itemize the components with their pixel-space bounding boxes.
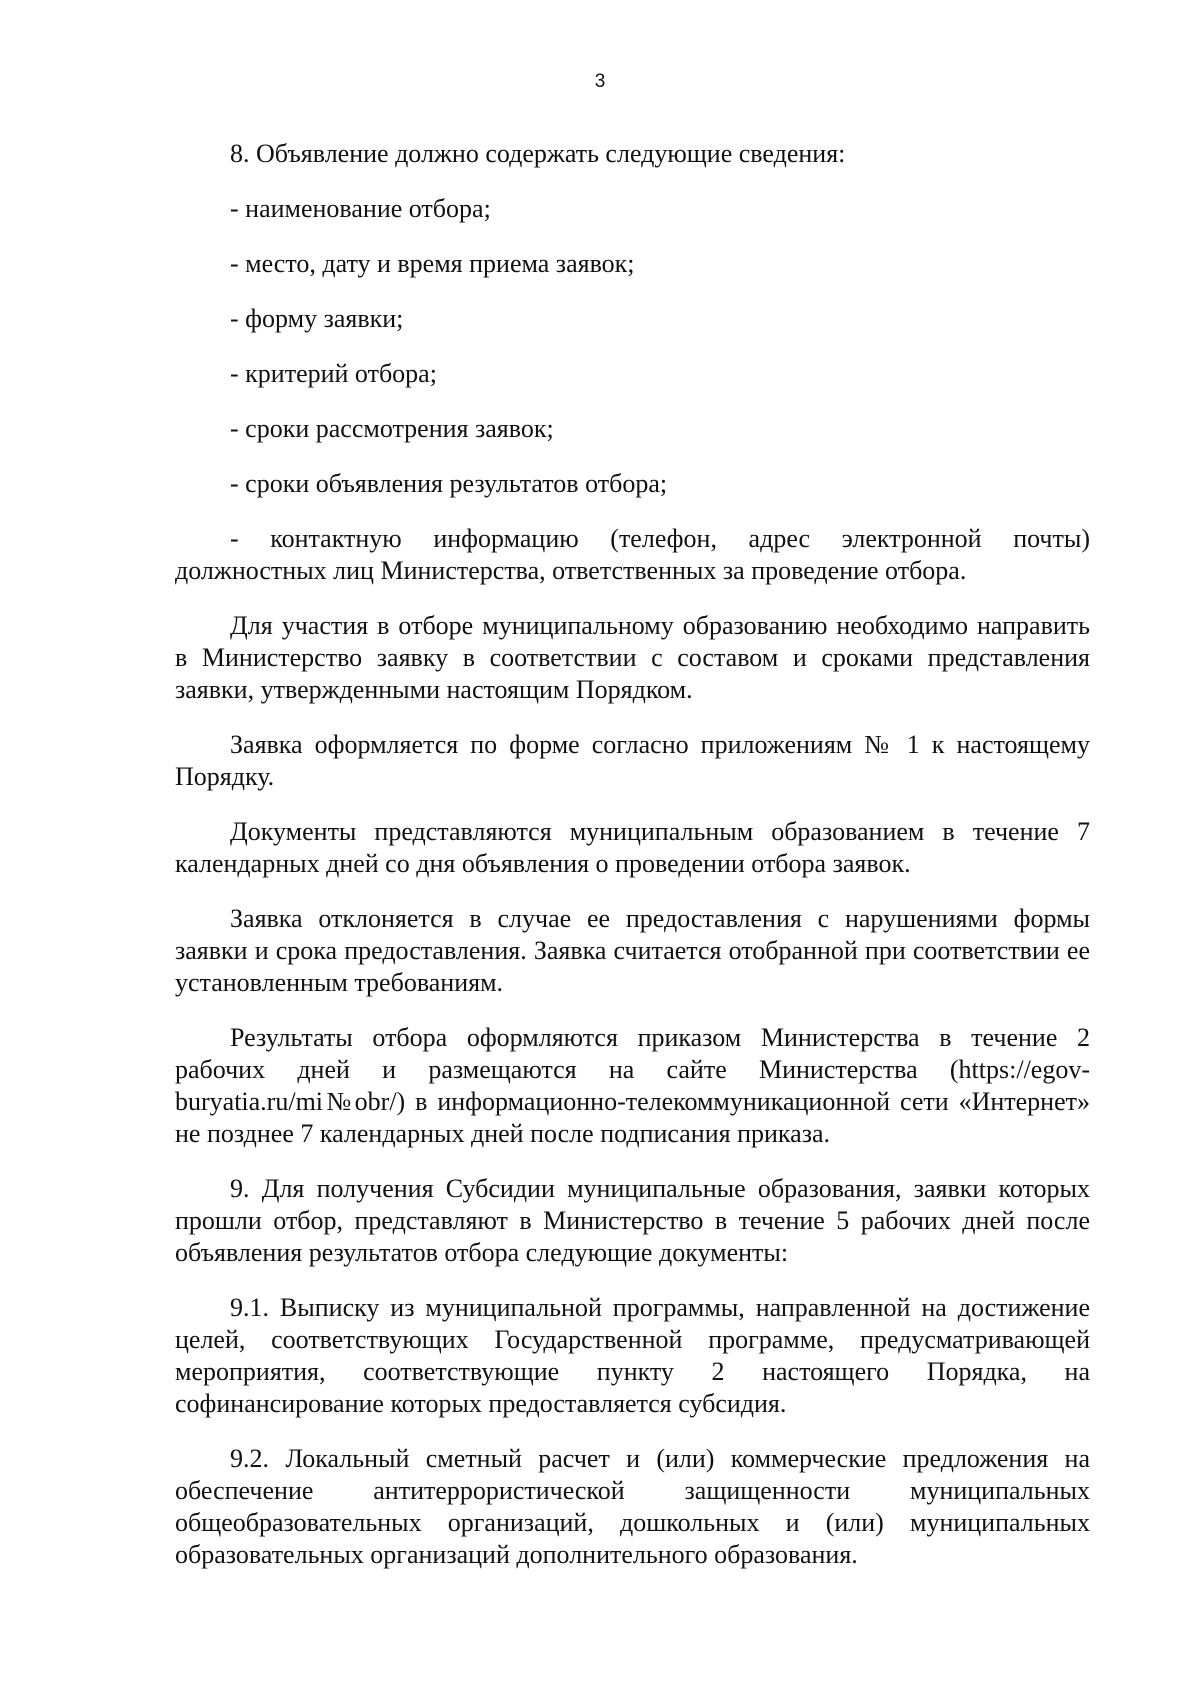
list-item-selection-criterion: - критерий отбора; bbox=[230, 359, 437, 388]
list-item-contact-info: - контактную информацию (телефон, адрес электронной почты) должностных лиц Министерства, ответственных за проведение отбора. bbox=[175, 524, 1090, 585]
list-item-selection-name: - наименование отбора; bbox=[230, 194, 491, 223]
paragraph-application-rejection: Заявка отклоняется в случае ее предоставления с нарушениями формы заявки и срока предоставления. Заявка считается отобранной при соответствии ее установленным требованиям. bbox=[175, 904, 1090, 997]
paragraph-section-9-2: 9.2. Локальный сметный расчет и (или) коммерческие предложения на обеспечение антитеррористической защищенности муниципальных общеобразовательных организаций, дошкольных и (или) муниципальных образовательных организаций дополнительного образования. bbox=[175, 1444, 1090, 1569]
paragraph-application-form: Заявка оформляется по форме согласно приложениям № 1 к настоящему Порядку. bbox=[175, 730, 1090, 791]
paragraph-documents-deadline: Документы представляются муниципальным образованием в течение 7 календарных дней со дня объявления о проведении отбора заявок. bbox=[175, 817, 1090, 878]
list-item-application-form: - форму заявки; bbox=[230, 304, 404, 333]
paragraph-section-9-1: 9.1. Выписку из муниципальной программы, направленной на достижение целей, соответствующих Государственной программе, предусматривающей мероприятия, соответствующие пункту 2 настоящего Порядка, на софинансирование которых предоставляется субсидия. bbox=[175, 1293, 1090, 1418]
list-item-place-date-time: - место, дату и время приема заявок; bbox=[230, 249, 635, 278]
paragraph-section-9: 9. Для получения Субсидии муниципальные образования, заявки которых прошли отбор, представляют в Министерство в течение 5 рабочих дней после объявления результатов отбора следующие документы: bbox=[175, 1174, 1090, 1267]
paragraph-announcement-contents: 8. Объявление должно содержать следующие сведения: bbox=[230, 139, 846, 168]
paragraph-selection-results: Результаты отбора оформляются приказом Министерства в течение 2 рабочих дней и размещаются на сайте Министерства (https://egov-buryatia.ru/mi№obr/) в информационно-телекоммуникационной сети «Интернет» не позднее 7 календарных дней после подписания приказа. bbox=[175, 1023, 1090, 1148]
list-item-results-terms: - сроки объявления результатов отбора; bbox=[230, 469, 668, 498]
paragraph-participation: Для участия в отборе муниципальному образованию необходимо направить в Министерство заявку в соответствии с составом и сроками представления заявки, утвержденными настоящим Порядком. bbox=[175, 611, 1090, 704]
document-body bbox=[175, 138, 1090, 1571]
page-number: 3 bbox=[594, 71, 606, 92]
list-item-review-terms: - сроки рассмотрения заявок; bbox=[230, 414, 554, 443]
